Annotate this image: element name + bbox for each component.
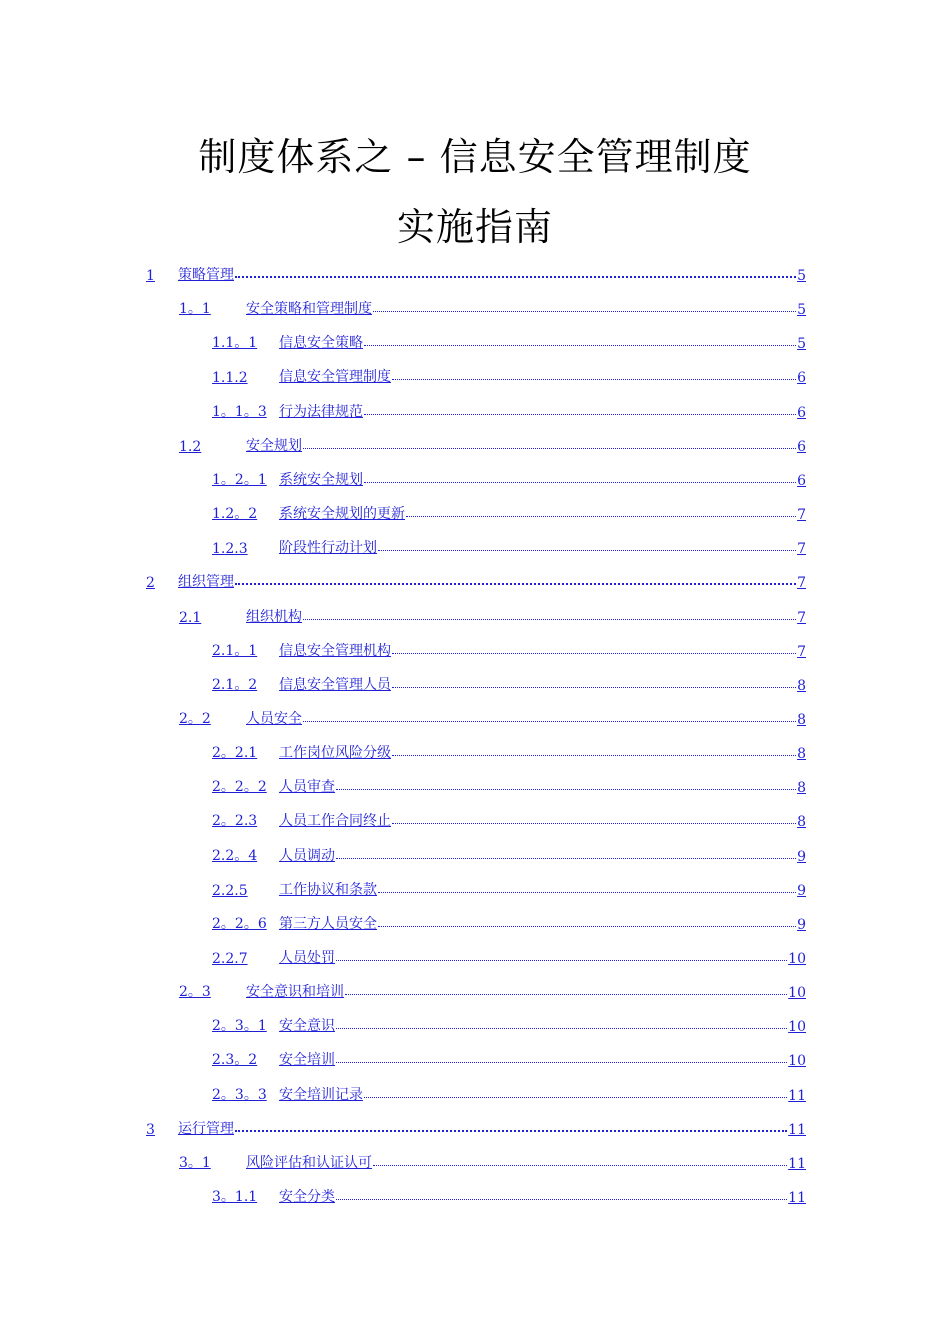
toc-entry-page-number: 7 xyxy=(797,644,806,660)
toc-entry[interactable] xyxy=(212,326,806,352)
toc-entry[interactable] xyxy=(212,1009,806,1035)
toc-entry-page-number: 8 xyxy=(797,712,806,728)
toc-entry-number: 1.1.2 xyxy=(212,370,248,386)
toc-entry-label: 阶段性行动计划 xyxy=(279,540,377,556)
toc-entry-number: 1。2。1 xyxy=(212,472,267,488)
toc-entry-number: 2.2.7 xyxy=(212,951,248,967)
toc-entry-label: 工作岗位风险分级 xyxy=(279,745,391,761)
toc-entry[interactable] xyxy=(212,360,806,386)
toc-entry[interactable] xyxy=(212,873,806,899)
toc-entry[interactable] xyxy=(212,907,806,933)
toc-entry[interactable] xyxy=(212,1043,806,1069)
toc-entry[interactable] xyxy=(212,804,806,830)
toc-entry-number: 2.1。1 xyxy=(212,643,258,659)
toc-dot-leader xyxy=(336,960,787,961)
toc-entry-number: 3。1 xyxy=(179,1155,211,1171)
toc-entry[interactable] xyxy=(212,1180,806,1206)
toc-entry-number: 1 xyxy=(146,268,155,284)
toc-dot-leader xyxy=(336,1062,787,1063)
toc-entry-number: 1.2 xyxy=(179,439,202,455)
toc-dot-leader xyxy=(392,823,796,824)
toc-entry-label: 人员安全 xyxy=(246,711,302,727)
toc-entry-page-number: 8 xyxy=(797,814,806,830)
toc-entry-page-number: 9 xyxy=(797,849,806,865)
toc-entry-label: 系统安全规划的更新 xyxy=(279,506,405,522)
toc-dot-leader xyxy=(364,482,796,483)
toc-entry-label: 信息安全策略 xyxy=(279,335,363,351)
toc-entry-label: 第三方人员安全 xyxy=(279,916,377,932)
toc-dot-leader xyxy=(235,1130,787,1132)
toc-entry-number: 2。2。6 xyxy=(212,916,267,932)
toc-entry[interactable] xyxy=(212,1078,806,1104)
toc-entry[interactable] xyxy=(212,531,806,557)
toc-entry-page-number: 7 xyxy=(797,575,806,591)
toc-entry-label: 行为法律规范 xyxy=(279,404,363,420)
toc-entry-label: 策略管理 xyxy=(178,267,234,283)
toc-entry-number: 2。2.3 xyxy=(212,813,258,829)
toc-entry-number: 2.2。4 xyxy=(212,848,258,864)
toc-dot-leader xyxy=(392,379,796,380)
toc-entry-page-number: 9 xyxy=(797,917,806,933)
toc-dot-leader xyxy=(364,1097,787,1098)
toc-entry-page-number: 7 xyxy=(797,610,806,626)
toc-entry-label: 人员工作合同终止 xyxy=(279,813,391,829)
toc-entry-label: 运行管理 xyxy=(178,1121,234,1137)
toc-entry-page-number: 5 xyxy=(797,302,806,318)
toc-entry-number: 2.1 xyxy=(179,610,202,626)
toc-entry-number: 1.2.3 xyxy=(212,541,248,557)
toc-entry[interactable] xyxy=(212,497,806,523)
toc-entry[interactable] xyxy=(212,395,806,421)
toc-entry-page-number: 10 xyxy=(788,1053,806,1069)
toc-dot-leader xyxy=(336,789,796,790)
toc-entry[interactable] xyxy=(146,1112,806,1138)
toc-entry-label: 安全培训记录 xyxy=(279,1087,363,1103)
toc-dot-leader xyxy=(378,926,796,927)
toc-entry[interactable] xyxy=(146,258,806,284)
toc-entry[interactable] xyxy=(212,634,806,660)
toc-entry-label: 风险评估和认证认可 xyxy=(246,1155,372,1171)
toc-dot-leader xyxy=(336,1199,787,1200)
toc-entry[interactable] xyxy=(179,702,806,728)
toc-entry-number: 2.1。2 xyxy=(212,677,258,693)
toc-entry[interactable] xyxy=(179,292,806,318)
toc-entry-page-number: 6 xyxy=(797,473,806,489)
toc-dot-leader xyxy=(378,550,796,551)
toc-entry-number: 2.2.5 xyxy=(212,883,248,899)
toc-entry-number: 3 xyxy=(146,1122,155,1138)
toc-entry[interactable] xyxy=(212,736,806,762)
toc-entry-label: 安全培训 xyxy=(279,1052,335,1068)
toc-dot-leader xyxy=(378,892,796,893)
toc-entry[interactable] xyxy=(212,668,806,694)
toc-entry-number: 2。2。2 xyxy=(212,779,267,795)
toc-entry-label: 组织管理 xyxy=(178,574,234,590)
toc-entry-page-number: 6 xyxy=(797,405,806,421)
toc-entry-number: 1.2。2 xyxy=(212,506,258,522)
toc-entry-page-number: 11 xyxy=(788,1190,806,1206)
toc-entry-page-number: 11 xyxy=(788,1088,806,1104)
toc-entry-number: 1。1。3 xyxy=(212,404,267,420)
toc-dot-leader xyxy=(303,448,796,449)
toc-entry-page-number: 6 xyxy=(797,439,806,455)
toc-entry-number: 2.3。2 xyxy=(212,1052,258,1068)
toc-dot-leader xyxy=(235,583,796,585)
toc-entry-label: 安全策略和管理制度 xyxy=(246,301,372,317)
toc-entry-number: 1.1。1 xyxy=(212,335,258,351)
toc-entry-number: 1。1 xyxy=(179,301,211,317)
toc-entry-page-number: 9 xyxy=(797,883,806,899)
toc-entry-number: 2。3。1 xyxy=(212,1018,267,1034)
toc-entry-number: 3。1.1 xyxy=(212,1189,258,1205)
document-title: 制度体系之 – 信息安全管理制度 xyxy=(198,135,752,179)
toc-dot-leader xyxy=(392,755,796,756)
toc-entry-page-number: 6 xyxy=(797,370,806,386)
toc-dot-leader xyxy=(235,276,796,278)
toc-entry-label: 信息安全管理人员 xyxy=(279,677,391,693)
toc-entry-page-number: 10 xyxy=(788,1019,806,1035)
toc-entry-number: 2。3。3 xyxy=(212,1087,267,1103)
toc-entry-number: 2。2.1 xyxy=(212,745,258,761)
toc-entry-page-number: 8 xyxy=(797,746,806,762)
toc-entry-label: 组织机构 xyxy=(246,609,302,625)
toc-entry-page-number: 5 xyxy=(797,268,806,284)
toc-entry-label: 安全规划 xyxy=(246,438,302,454)
toc-entry-label: 工作协议和条款 xyxy=(279,882,377,898)
toc-entry[interactable] xyxy=(212,463,806,489)
toc-dot-leader xyxy=(303,721,796,722)
toc-entry-page-number: 8 xyxy=(797,780,806,796)
toc-dot-leader xyxy=(392,687,796,688)
toc-entry-label: 人员审查 xyxy=(279,779,335,795)
toc-entry-number: 2。3 xyxy=(179,984,211,1000)
toc-dot-leader xyxy=(392,653,796,654)
toc-dot-leader xyxy=(364,345,796,346)
toc-entry-page-number: 5 xyxy=(797,336,806,352)
toc-dot-leader xyxy=(336,858,796,859)
toc-entry-page-number: 11 xyxy=(788,1156,806,1172)
toc-dot-leader xyxy=(303,619,796,620)
toc-entry[interactable] xyxy=(212,839,806,865)
toc-entry-page-number: 10 xyxy=(788,985,806,1001)
toc-entry[interactable] xyxy=(146,565,806,591)
toc-entry[interactable] xyxy=(179,1146,806,1172)
toc-entry-page-number: 11 xyxy=(788,1122,806,1138)
toc-entry-page-number: 8 xyxy=(797,678,806,694)
toc-entry-label: 信息安全管理机构 xyxy=(279,643,391,659)
toc-entry-label: 安全分类 xyxy=(279,1189,335,1205)
toc-dot-leader xyxy=(364,414,796,415)
toc-dot-leader xyxy=(373,311,796,312)
toc-dot-leader xyxy=(373,1165,787,1166)
toc-entry-label: 信息安全管理制度 xyxy=(279,369,391,385)
toc-entry[interactable] xyxy=(179,429,806,455)
toc-entry-label: 安全意识 xyxy=(279,1018,335,1034)
toc-entry-label: 人员调动 xyxy=(279,848,335,864)
toc-entry-page-number: 7 xyxy=(797,507,806,523)
toc-entry-number: 2 xyxy=(146,575,155,591)
toc-entry-label: 安全意识和培训 xyxy=(246,984,344,1000)
toc-entry[interactable] xyxy=(212,941,806,967)
toc-entry[interactable] xyxy=(212,770,806,796)
toc-entry[interactable] xyxy=(179,600,806,626)
toc-entry-page-number: 7 xyxy=(797,541,806,557)
toc-entry-page-number: 10 xyxy=(788,951,806,967)
toc-entry-label: 系统安全规划 xyxy=(279,472,363,488)
document-subtitle: 实施指南 xyxy=(396,205,553,249)
toc-entry-number: 2。2 xyxy=(179,711,211,727)
toc-entry-label: 人员处罚 xyxy=(279,950,335,966)
toc-dot-leader xyxy=(336,1028,787,1029)
toc-dot-leader xyxy=(406,516,796,517)
toc-entry[interactable] xyxy=(179,975,806,1001)
toc-dot-leader xyxy=(345,994,787,995)
